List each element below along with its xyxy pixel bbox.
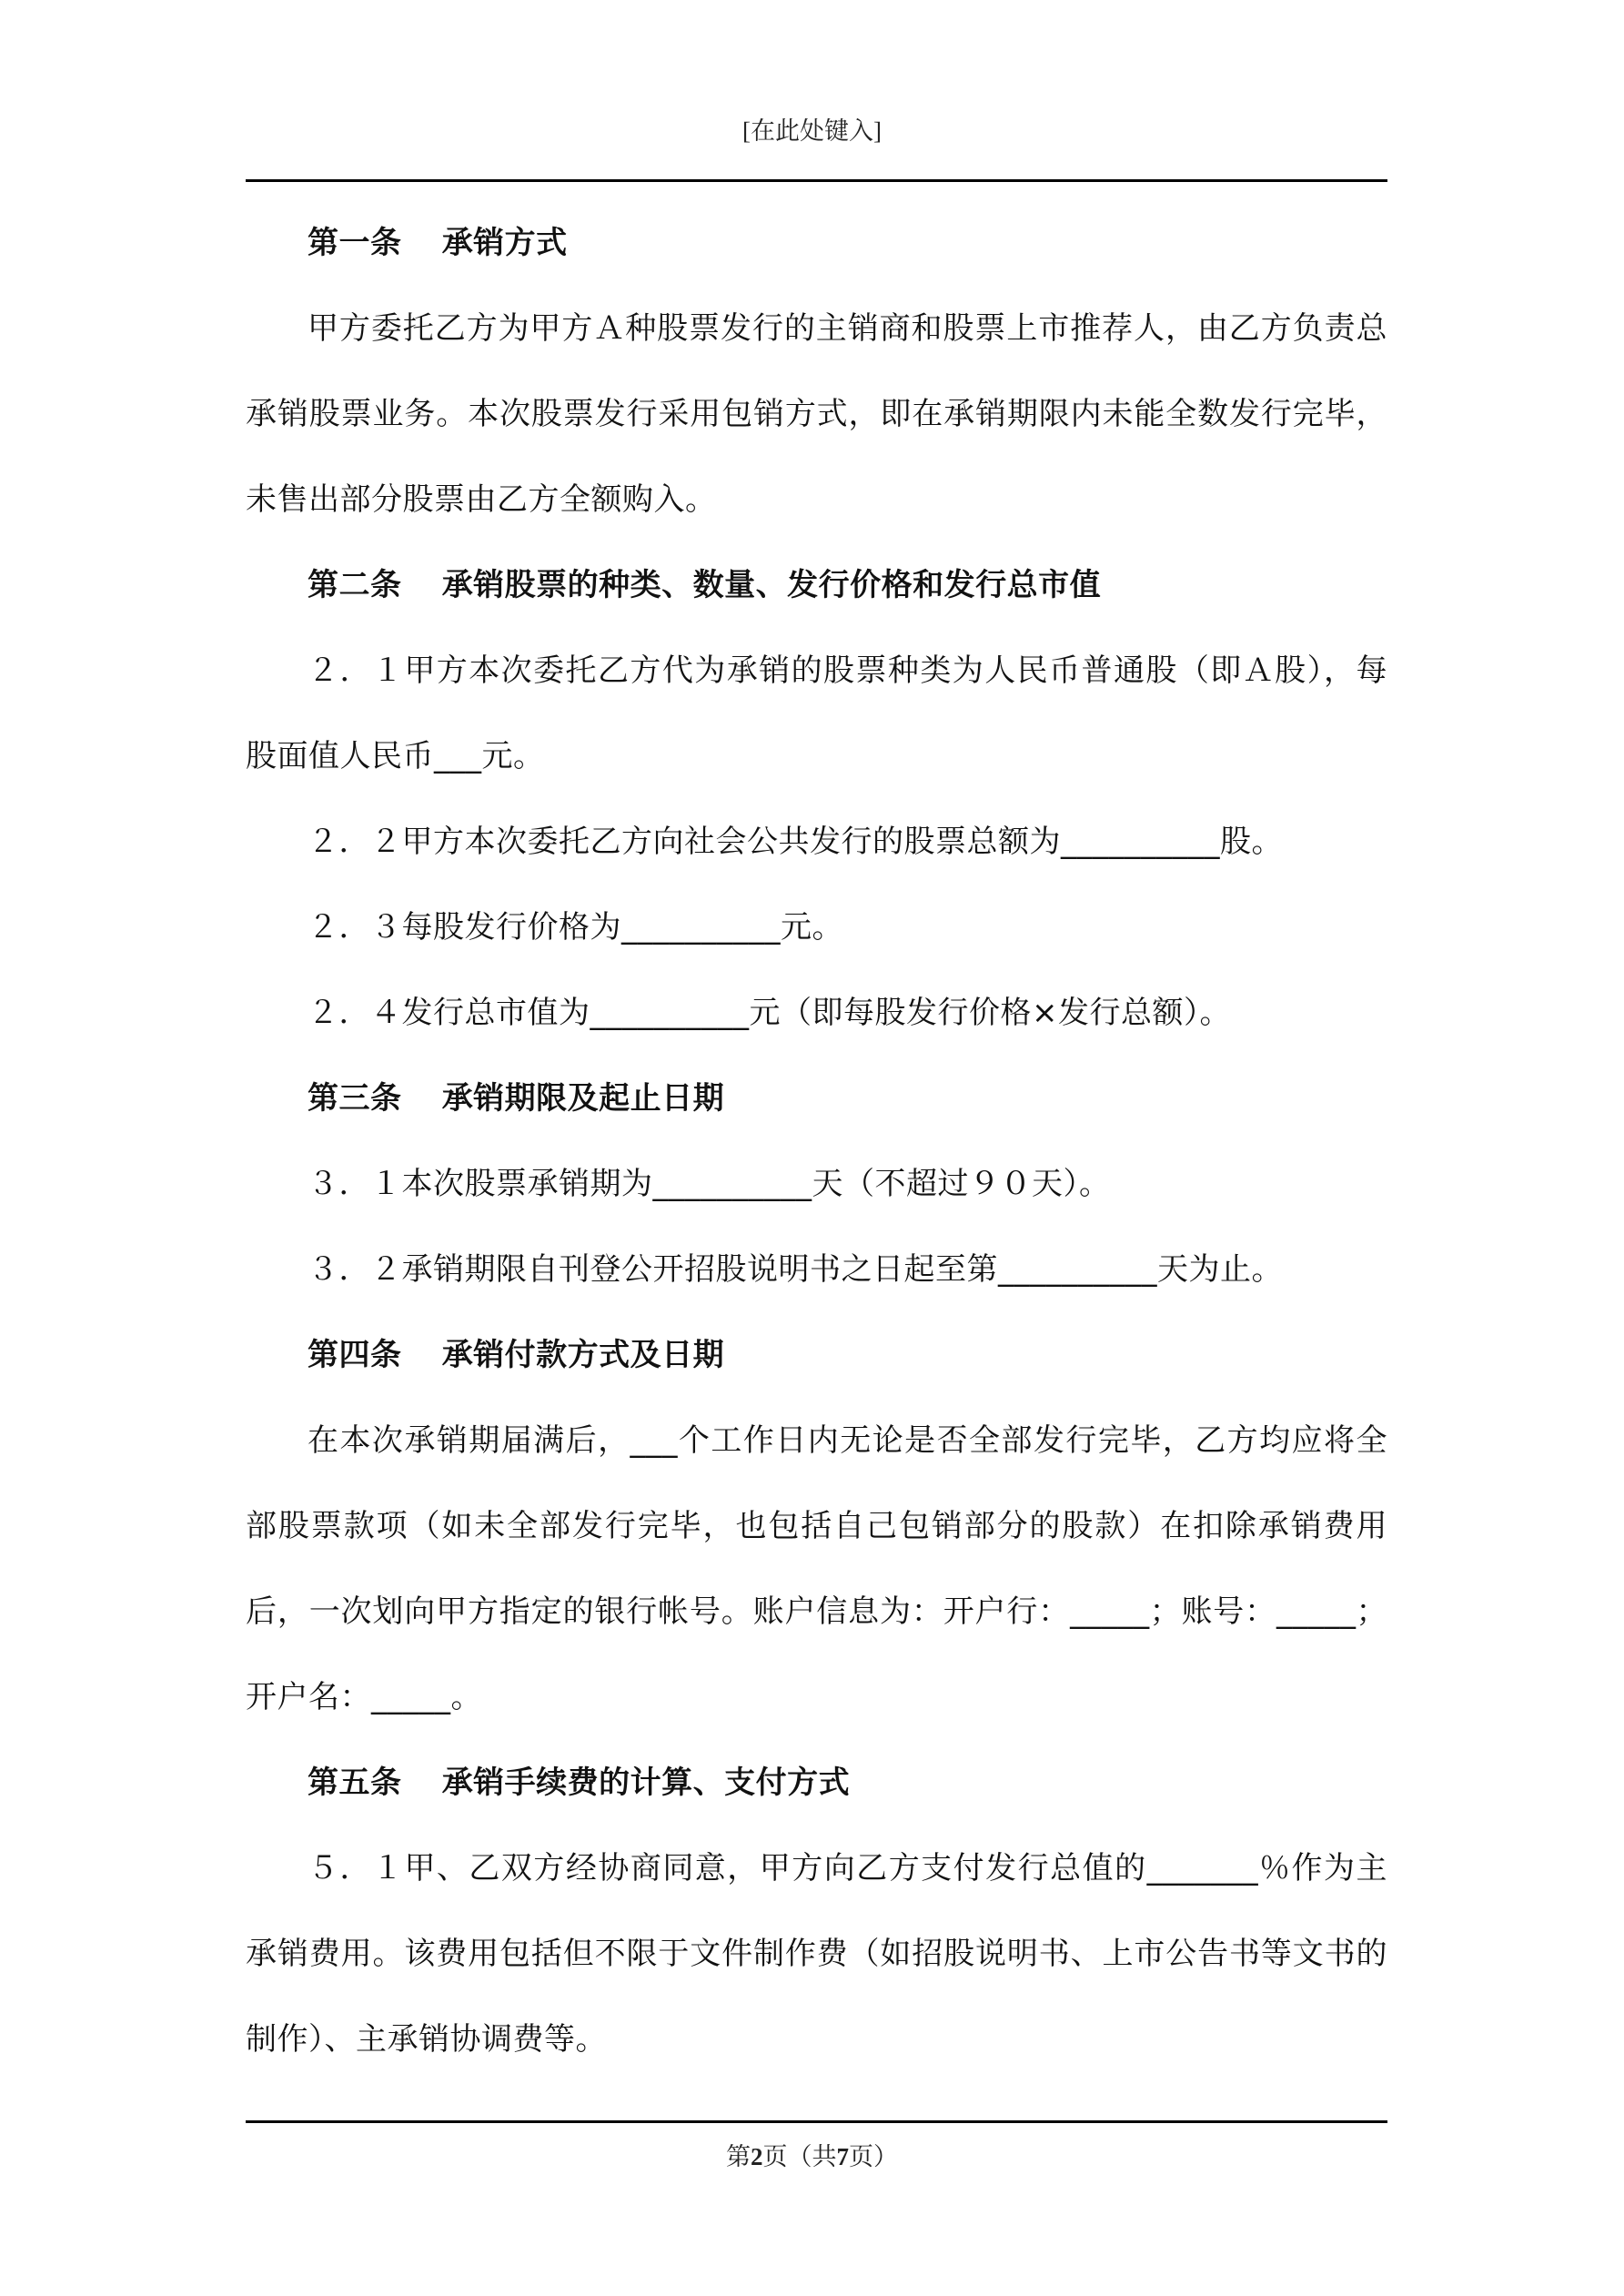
section-number: 第一条 [308,225,402,261]
section-title: 承销期限及起止日期 [441,1080,725,1117]
clause-2-4: ２．４发行总市值为__________元（即每股发行价格×发行总额）。 [308,995,1231,1031]
footer-prefix: 第 [726,2143,751,2170]
document-body [246,200,1387,2082]
header-rule [246,179,1387,182]
section-3-heading [246,1056,1387,1141]
clause-5-1: ５．１甲、乙双方经协商同意，甲方向乙方支付发行总值的_______％作为主承销费用。该费用包括但不限于文件制作费（如招股说明书、上市公告书等文书的制作）、主承销协调费等。 [246,1850,1387,2058]
section-title: 承销方式 [441,225,568,261]
section-number: 第二条 [308,567,402,603]
section-2-heading [246,542,1387,628]
clause-2-2: ２．２甲方本次委托乙方向社会公共发行的股票总额为__________股。 [308,824,1283,860]
section-number: 第五条 [308,1765,402,1801]
section-1-paragraph-1: 甲方委托乙方为甲方Ａ种股票发行的主销商和股票上市推荐人，由乙方负责总承销股票业务。本次股票发行采用包销方式，即在承销期限内未能全数发行完毕，未售出部分股票由乙方全额购入。 [246,310,1387,518]
section-4-heading [246,1312,1387,1398]
section-title: 承销付款方式及日期 [441,1337,725,1373]
section-title: 承销股票的种类、数量、发行价格和发行总市值 [441,567,1102,603]
footer-suffix: 页） [849,2143,898,2170]
total-pages: 7 [836,2143,849,2170]
section-4-paragraph-1: 在本次承销期届满后，___个工作日内无论是否全部发行完毕，乙方均应将全部股票款项（如未全部发行完毕，也包括自己包销部分的股款）在扣除承销费用后，一次划向甲方指定的银行帐号。账户信息为：开户行：_____；账号：_____；开户名：_____。 [246,1422,1387,1715]
section-title: 承销手续费的计算、支付方式 [441,1765,851,1801]
header-text: [在此处键入] [742,117,882,145]
footer-rule [246,2120,1387,2123]
footer-middle: 页（共 [762,2143,837,2170]
section-number: 第三条 [308,1080,402,1117]
clause-2-3: ２．３每股发行价格为__________元。 [308,909,843,946]
page-header [0,115,1624,147]
clause-3-1: ３．１本次股票承销期为__________天（不超过９０天）。 [308,1166,1111,1202]
section-number: 第四条 [308,1337,402,1373]
clause-3-2: ３．２承销期限自刊登公开招股说明书之日起至第__________天为止。 [308,1251,1283,1288]
page-number: 2 [751,2143,763,2170]
section-1-heading [246,200,1387,286]
page-footer [0,2140,1624,2173]
clause-2-1: ２．１甲方本次委托乙方代为承销的股票种类为人民币普通股（即Ａ股），每股面值人民币___元。 [246,652,1387,774]
section-5-heading [246,1740,1387,1826]
